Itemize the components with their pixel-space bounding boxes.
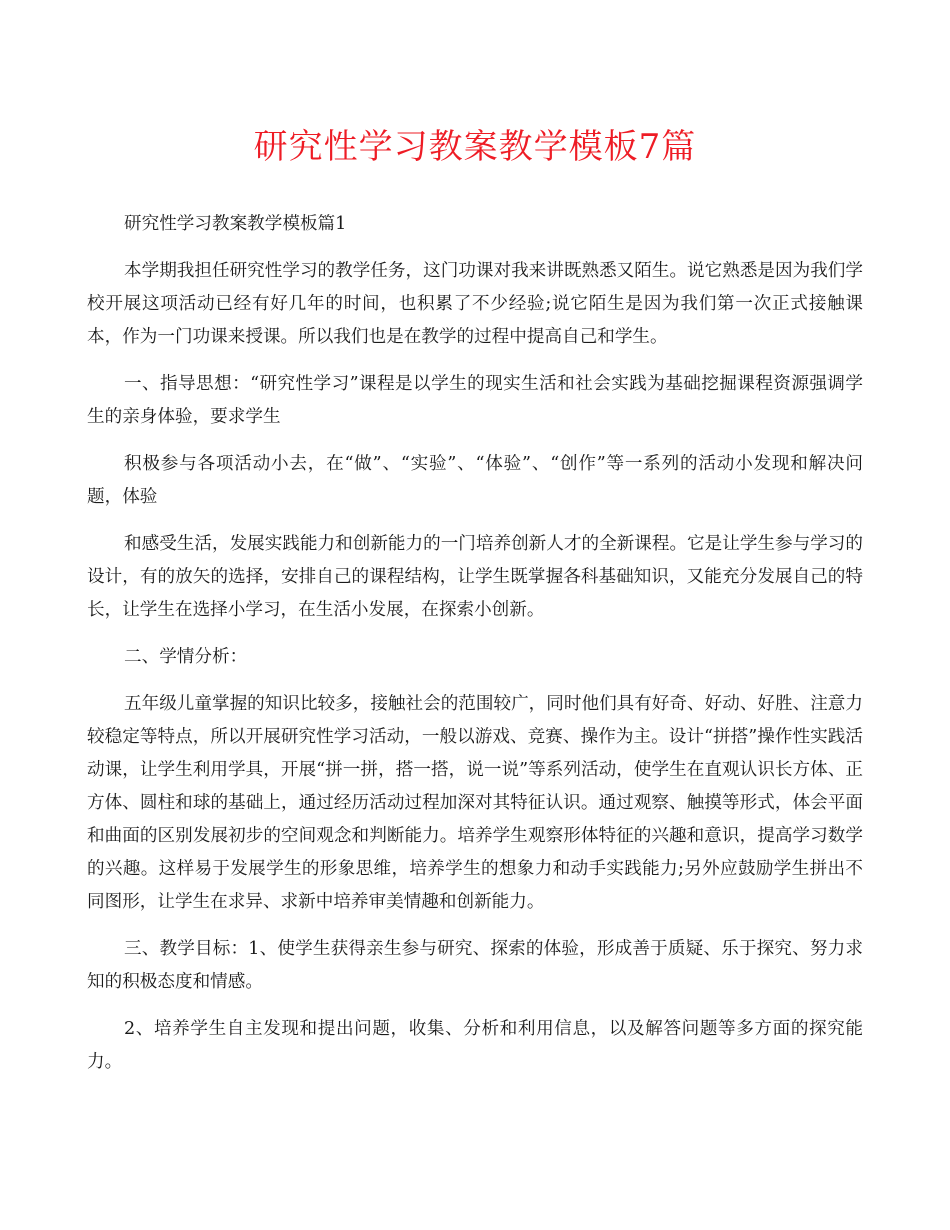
document-body: [87, 208, 863, 1093]
teaching-goal-1: 三、教学目标：1、使学生获得亲生参与研究、探索的体验，形成善于质疑、乐于探究、努力求知的积极态度和情感。: [87, 939, 863, 992]
guiding-ideology-continued-2: 和感受生活，发展实践能力和创新能力的一门培养创新人才的全新课程。它是让学生参与学习的设计，有的放矢的选择，安排自己的课程结构，让学生既掌握各科基础知识，又能充分发展自己的特长，让学生在选择小学习，在生活小发展，在探索小创新。: [87, 534, 863, 620]
document-title: 研究性学习教案教学模板7篇: [253, 127, 697, 167]
guiding-ideology-paragraph: 一、指导思想：“研究性学习”课程是以学生的现实生活和社会实践为基础挖掘课程资源强调学生的亲身体验，要求学生: [87, 374, 863, 427]
intro-paragraph: 本学期我担任研究性学习的教学任务，这门功课对我来讲既熟悉又陌生。说它熟悉是因为我们学校开展这项活动已经有好几年的时间，也积累了不少经验;说它陌生是因为我们第一次正式接触课本，作为一门功课来授课。所以我们也是在教学的过程中提高自己和学生。: [87, 261, 863, 347]
student-analysis-paragraph: 五年级儿童掌握的知识比较多，接触社会的范围较广，同时他们具有好奇、好动、好胜、注意力较稳定等特点，所以开展研究性学习活动，一般以游戏、竞赛、操作为主。设计“拼搭”操作性实践活动课，让学生利用学具，开展“拼一拼，搭一搭，说一说”等系列活动，使学生在直观认识长方体、正方体、圆柱和球的基础上，通过经历活动过程加深对其特征认识。通过观察、触摸等形式，体会平面和曲面的区别发展初步的空间观念和判断能力。培养学生观察形体特征的兴趣和意识，提高学习数学的兴趣。这样易于发展学生的形象思维，培养学生的想象力和动手实践能力;另外应鼓励学生拼出不同图形，让学生在求异、求新中培养审美情趣和创新能力。: [87, 694, 863, 912]
section-heading: 研究性学习教案教学模板篇1: [124, 214, 347, 234]
guiding-ideology-continued-1: 积极参与各项活动小去，在“做”、“实验”、“体验”、“创作”等一系列的活动小发现和解决问题，体验: [87, 454, 863, 507]
student-analysis-heading: 二、学情分析：: [124, 647, 248, 667]
teaching-goal-2: 2、培养学生自主发现和提出问题，收集、分析和利用信息，以及解答问题等多方面的探究能力。: [87, 1019, 863, 1072]
